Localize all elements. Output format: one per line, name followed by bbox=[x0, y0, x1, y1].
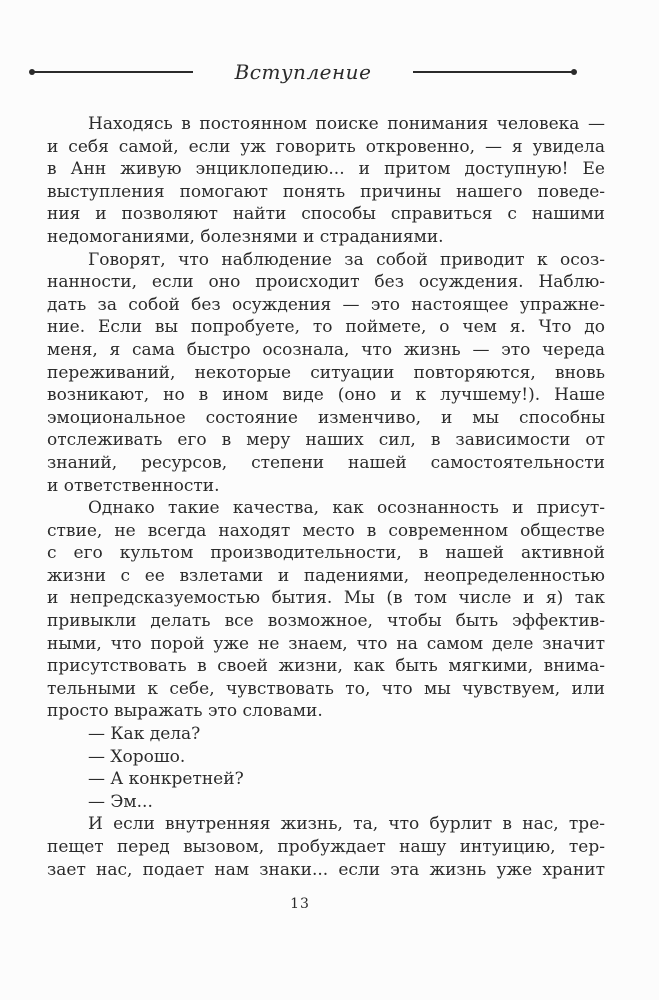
text-line: выступления помогают понять причины нашего поведе- bbox=[47, 181, 605, 202]
text-line: и ответственности. bbox=[47, 475, 220, 496]
text-line: переживаний, некоторые ситуации повторяются, вновь bbox=[47, 362, 605, 383]
header-rule-left bbox=[30, 71, 193, 73]
text-line: и непредсказуемостью бытия. Мы (в том числе и я) так bbox=[47, 588, 605, 609]
dialogue-line: — А конкретней? bbox=[88, 769, 244, 790]
text-line: меня, я сама быстро осознала, что жизнь — это череда bbox=[47, 339, 605, 360]
text-line: ствие, не всегда находят место в современном обществе bbox=[47, 520, 605, 541]
text-line: в Анн живую энциклопедию... и притом доступную! Ее bbox=[47, 159, 605, 180]
text-line: Говорят, что наблюдение за собой приводит к осоз- bbox=[88, 249, 605, 270]
text-line: и себя самой, если уж говорить откровенно, — я увидела bbox=[47, 136, 605, 157]
page-footer bbox=[21, 896, 579, 912]
text-line: ние. Если вы попробуете, то поймете, о чем я. Что до bbox=[47, 317, 605, 338]
text-line: Однако такие качества, как осознанность и присут- bbox=[88, 498, 605, 519]
text-line: с его культом производительности, в нашей активной bbox=[47, 543, 605, 564]
text-line: возникают, но в ином виде (оно и к лучшему!). Наше bbox=[47, 385, 605, 406]
text-line: присутствовать в своей жизни, как быть мягкими, внима- bbox=[47, 656, 605, 677]
text-line: ния и позволяют найти способы справиться с нашими bbox=[47, 204, 605, 225]
text-line: жизни с ее взлетами и падениями, неопределенностью bbox=[47, 565, 605, 586]
dialogue-line: — Как дела? bbox=[88, 724, 201, 745]
text-line: ными, что порой уже не знаем, что на самом деле значит bbox=[47, 633, 605, 654]
text-line: нанности, если оно происходит без осуждения. Наблю- bbox=[47, 272, 605, 293]
page-body bbox=[47, 113, 605, 881]
text-line: дать за собой без осуждения — это настоящее упражне- bbox=[47, 294, 605, 315]
rule-end-dot-left bbox=[29, 69, 35, 75]
header-rule-right bbox=[413, 71, 576, 73]
text-line: эмоциональное состояние изменчиво, и мы способны bbox=[47, 407, 605, 428]
text-line: отслеживать его в меру наших сил, в зависимости от bbox=[47, 430, 605, 451]
text-line: тельными к себе, чувствовать то, что мы чувствуем, или bbox=[47, 678, 605, 699]
text-line: пещет перед вызовом, пробуждает нашу интуицию, тер- bbox=[47, 837, 605, 857]
chapter-header bbox=[24, 60, 582, 84]
page-number: 13 bbox=[290, 896, 310, 912]
dialogue-line: — Хорошо. bbox=[88, 746, 186, 767]
text-line: знаний, ресурсов, степени нашей самостоятельности bbox=[47, 452, 605, 473]
text-line: привыкли делать все возможное, чтобы быть эффектив- bbox=[47, 611, 605, 632]
chapter-title: Вступление bbox=[234, 60, 372, 84]
dialogue-line: — Эм... bbox=[88, 791, 153, 812]
text-line: зает нас, подает нам знаки... если эта жизнь уже хранит bbox=[47, 859, 605, 880]
text-line: просто выражать это словами. bbox=[47, 701, 323, 722]
text-line: недомоганиями, болезнями и страданиями. bbox=[47, 226, 444, 247]
rule-end-dot-right bbox=[571, 69, 577, 75]
text-line: Находясь в постоянном поиске понимания человека — bbox=[88, 114, 605, 134]
text-line: И если внутренняя жизнь, та, что бурлит в нас, тре- bbox=[88, 814, 605, 835]
